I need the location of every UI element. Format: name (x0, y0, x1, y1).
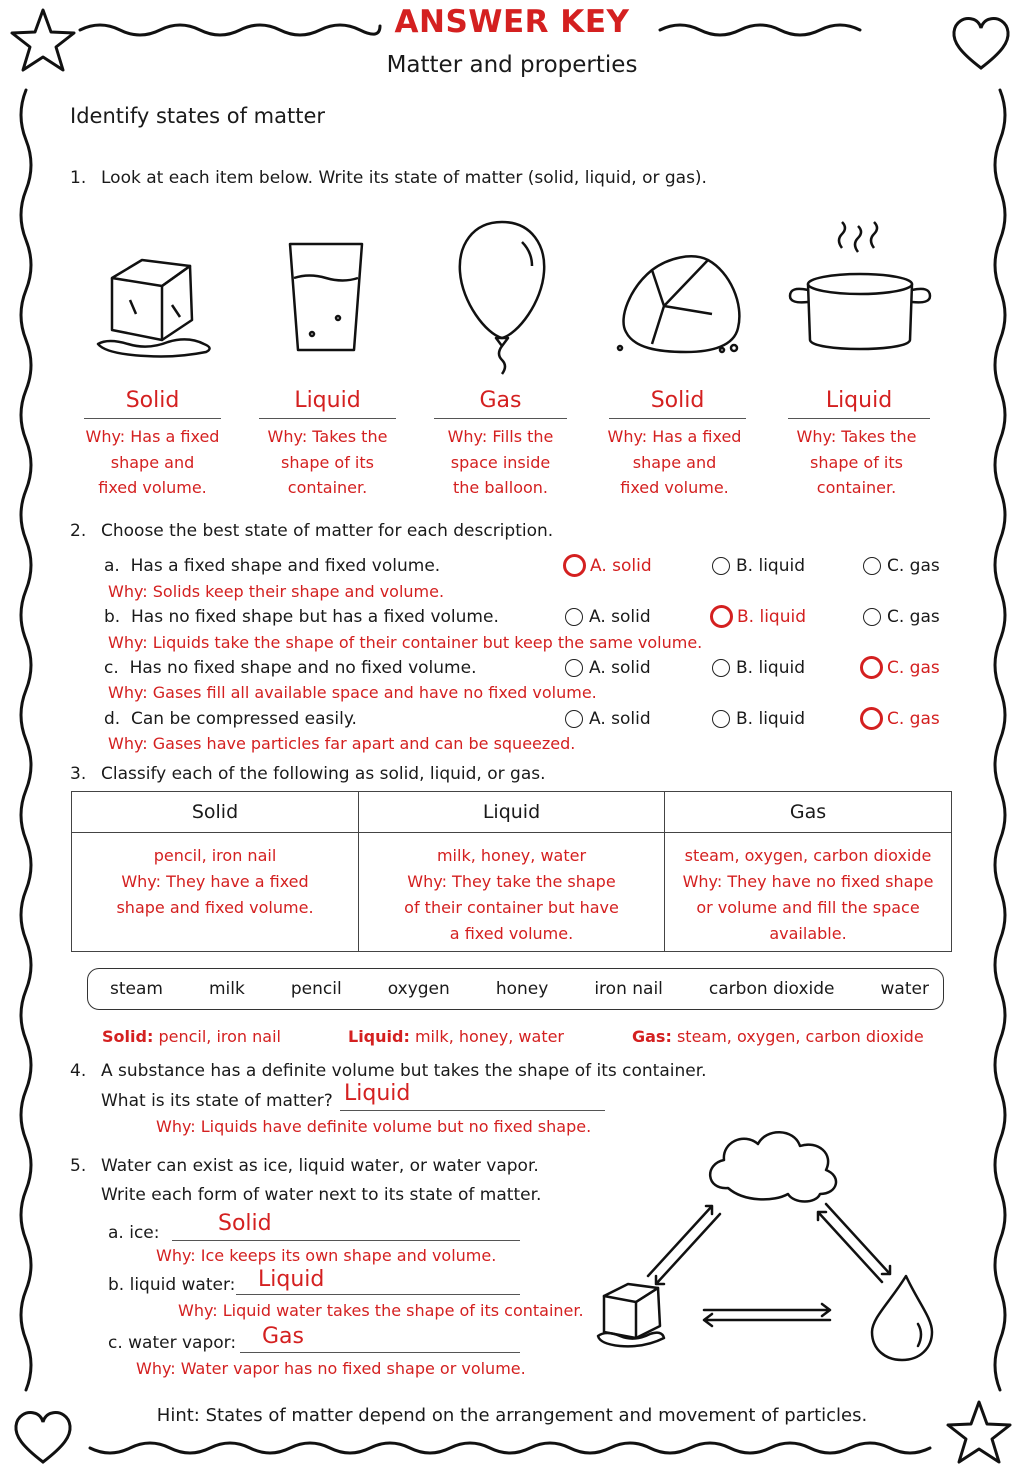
q5-a-line (172, 1240, 520, 1241)
option-label: B. liquid (737, 606, 806, 627)
q2-c-option-c[interactable] (860, 656, 940, 679)
q1-why-1-line: shape and (110, 452, 195, 472)
radio-icon (712, 710, 730, 728)
q1-why-5-line: container. (816, 478, 897, 497)
cell-line: Why: They have a fixed (121, 872, 309, 891)
q1-why-5-line: shape of its (810, 452, 903, 472)
option-label: A. solid (589, 709, 651, 729)
summary-value: steam, oxygen, carbon dioxide (676, 1027, 924, 1046)
q2-row-letter: d. (104, 709, 121, 729)
q5-prompt-1: Water can exist as ice, liquid water, or water vapor. (101, 1156, 539, 1176)
hint-text: Hint: States of matter depend on the arrangement and movement of particles. (156, 1405, 868, 1426)
q2-row-question: Has a fixed shape and fixed volume. (130, 556, 441, 576)
cell-line: a fixed volume. (449, 924, 574, 943)
summary-label: Liquid: (348, 1027, 410, 1046)
q4-why: Why: Liquids have definite volume but no fixed shape. (156, 1117, 592, 1136)
q2-a-option-c[interactable] (863, 556, 940, 576)
q5-a-answer: Solid (218, 1211, 272, 1236)
q4-question: What is its state of matter? (101, 1091, 333, 1111)
water-drop-icon (872, 1276, 932, 1360)
q2-b-option-c[interactable] (863, 607, 940, 627)
q1-why-2-line: Why: Takes the (267, 427, 388, 446)
cell-line: milk, honey, water (436, 846, 587, 865)
table-header-solid: Solid (72, 792, 359, 833)
radio-icon (863, 557, 881, 575)
cell-line: Why: They take the shape (407, 872, 616, 891)
ice-cube-icon (598, 1284, 664, 1346)
summary-value: pencil, iron nail (158, 1027, 281, 1046)
q2-row-b-text (104, 607, 499, 627)
classify-table (71, 791, 952, 952)
q1-number: 1. (70, 168, 87, 188)
q2-b-option-a[interactable] (565, 607, 651, 627)
q2-row-letter: c. (104, 658, 119, 678)
q5-c-why: Why: Water vapor has no fixed shape or volume. (136, 1359, 526, 1378)
glass-of-water-picture (282, 238, 372, 358)
q2-number: 2. (70, 521, 87, 541)
table-header-liquid: Liquid (359, 792, 665, 833)
summary-label: Solid: (102, 1027, 154, 1046)
q1-why-4-line: shape and (632, 452, 717, 472)
page-subtitle: Matter and properties (386, 52, 638, 78)
q1-answer-5: Liquid (825, 388, 893, 413)
q2-d-option-a[interactable] (565, 709, 651, 729)
table-row (72, 833, 952, 952)
water-cycle-diagram (594, 1124, 954, 1374)
q2-row-letter: b. (104, 607, 121, 627)
q1-why-2-line: container. (287, 478, 368, 497)
cell-line: of their container but have (404, 898, 619, 917)
q1-answer-2: Liquid (294, 388, 361, 413)
q4-prompt: A substance has a definite volume but takes the shape of its container. (101, 1061, 707, 1081)
q1-why-3-line: space inside (450, 452, 551, 472)
q1-why-4-line: fixed volume. (620, 478, 729, 497)
radio-icon (863, 608, 881, 626)
radio-icon (565, 659, 583, 677)
word-bank-item: iron nail (594, 979, 663, 999)
radio-icon (565, 710, 583, 728)
q5-c-line (240, 1352, 520, 1353)
q5-b-why: Why: Liquid water takes the shape of its container. (178, 1301, 584, 1320)
word-bank-item: honey (495, 979, 549, 999)
q1-answer-line-3 (434, 418, 567, 419)
page-title: ANSWER KEY (394, 4, 630, 40)
balloon-picture (452, 216, 552, 376)
word-bank-item: water (880, 979, 929, 999)
option-label: B. liquid (736, 658, 805, 678)
q2-row-a-text (104, 556, 440, 576)
option-label: A. solid (589, 658, 651, 678)
summary-label: Gas: (632, 1027, 672, 1046)
q1-answer-4: Solid (650, 388, 705, 413)
radio-selected-icon (563, 554, 586, 577)
option-label: B. liquid (736, 556, 805, 576)
q5-b-label: b. liquid water: (108, 1275, 236, 1295)
q2-row-c-text (104, 658, 476, 678)
q1-prompt: Look at each item below. Write its state of matter (solid, liquid, or gas). (101, 168, 707, 188)
q5-a-why: Why: Ice keeps its own shape and volume. (156, 1246, 497, 1265)
q1-why-5-line: Why: Takes the (796, 427, 917, 446)
q2-row-d-why: Why: Gases have particles far apart and can be squeezed. (108, 734, 576, 753)
q2-row-question: Has no fixed shape but has a fixed volume. (131, 607, 499, 627)
q1-why-1 (74, 424, 231, 501)
cell-line: or volume and fill the space (696, 898, 920, 917)
table-cell-liquid (359, 833, 665, 952)
q1-answer-line-2 (259, 418, 396, 419)
cell-line: pencil, iron nail (153, 846, 277, 865)
summary-liquid (348, 1027, 564, 1046)
radio-selected-icon (710, 605, 733, 628)
q5-c-label: c. water vapor: (108, 1333, 237, 1353)
word-bank-item: carbon dioxide (708, 979, 835, 999)
table-header-row (72, 792, 952, 833)
q5-b-line (236, 1294, 520, 1295)
summary-value: milk, honey, water (414, 1027, 565, 1046)
q4-answer: Liquid (344, 1081, 411, 1106)
ice-cube-picture (92, 250, 222, 360)
q2-row-b-why: Why: Liquids take the shape of their container but keep the same volume. (108, 633, 703, 652)
word-bank-item: steam (110, 979, 163, 999)
q1-why-2-line: shape of its (281, 452, 374, 472)
option-label: C. gas (887, 657, 940, 678)
q5-a-label: a. ice: (108, 1223, 160, 1243)
radio-selected-icon (860, 707, 883, 730)
q2-row-d-text (104, 709, 357, 729)
section-title: Identify states of matter (70, 104, 326, 128)
q1-why-1-line: fixed volume. (98, 478, 207, 497)
cell-line: steam, oxygen, carbon dioxide (684, 846, 932, 865)
table-cell-solid (72, 833, 359, 952)
q1-why-3 (422, 424, 579, 501)
q1-why-1-line: Why: Has a fixed (85, 427, 220, 446)
q2-d-option-c[interactable] (860, 707, 940, 730)
q2-c-option-a[interactable] (565, 658, 651, 678)
word-bank-item: milk (209, 979, 245, 999)
summary-solid (102, 1027, 281, 1046)
q2-prompt: Choose the best state of matter for each description. (101, 521, 554, 541)
q1-answer-line-1 (84, 418, 221, 419)
q1-why-5 (778, 424, 935, 501)
option-label: B. liquid (736, 709, 805, 729)
option-label: C. gas (887, 607, 940, 627)
option-label: C. gas (887, 708, 940, 729)
q1-answer-line-4 (609, 418, 746, 419)
q1-why-4-line: Why: Has a fixed (607, 427, 742, 446)
rock-picture (612, 248, 752, 358)
cell-line: available. (769, 924, 847, 943)
option-label: C. gas (887, 556, 940, 576)
word-bank-item: oxygen (387, 979, 450, 999)
q2-row-letter: a. (104, 556, 120, 576)
steaming-pot-picture (782, 222, 942, 362)
q5-prompt-2: Write each form of water next to its state of matter. (101, 1185, 542, 1205)
cloud-icon (710, 1132, 836, 1201)
q2-row-a-why: Why: Solids keep their shape and volume. (108, 582, 445, 601)
q1-answer-line-5 (788, 418, 930, 419)
q2-row-c-why: Why: Gases fill all available space and have no fixed volume. (108, 683, 597, 702)
q1-why-2 (249, 424, 406, 501)
q2-b-option-b[interactable] (710, 605, 806, 628)
q2-a-option-b[interactable] (712, 556, 805, 576)
q5-c-answer: Gas (262, 1324, 304, 1349)
q5-b-answer: Liquid (258, 1267, 325, 1292)
q3-prompt: Classify each of the following as solid, liquid, or gas. (101, 764, 546, 784)
q4-answer-line (340, 1110, 605, 1111)
q1-why-4 (596, 424, 753, 501)
q2-a-option-a[interactable] (563, 554, 652, 577)
option-label: A. solid (590, 555, 652, 576)
cell-line: shape and fixed volume. (116, 898, 314, 917)
q4-number: 4. (70, 1061, 87, 1081)
q2-d-option-b[interactable] (712, 709, 805, 729)
word-bank (87, 968, 944, 1010)
cell-line: Why: They have no fixed shape (682, 872, 934, 891)
radio-selected-icon (860, 656, 883, 679)
table-cell-gas (665, 833, 952, 952)
word-bank-item: pencil (290, 979, 342, 999)
table-header-gas: Gas (665, 792, 952, 833)
radio-icon (565, 608, 583, 626)
radio-icon (712, 557, 730, 575)
q1-answer-1: Solid (125, 388, 180, 413)
radio-icon (712, 659, 730, 677)
summary-gas (632, 1027, 924, 1046)
q1-why-3-line: the balloon. (453, 478, 548, 497)
q2-c-option-b[interactable] (712, 658, 805, 678)
q2-row-question: Can be compressed easily. (131, 709, 357, 729)
q5-number: 5. (70, 1156, 87, 1176)
q3-number: 3. (70, 764, 87, 784)
option-label: A. solid (589, 607, 651, 627)
q1-answer-3: Gas (479, 388, 522, 413)
q1-why-3-line: Why: Fills the (447, 427, 554, 446)
q2-row-question: Has no fixed shape and no fixed volume. (129, 658, 477, 678)
